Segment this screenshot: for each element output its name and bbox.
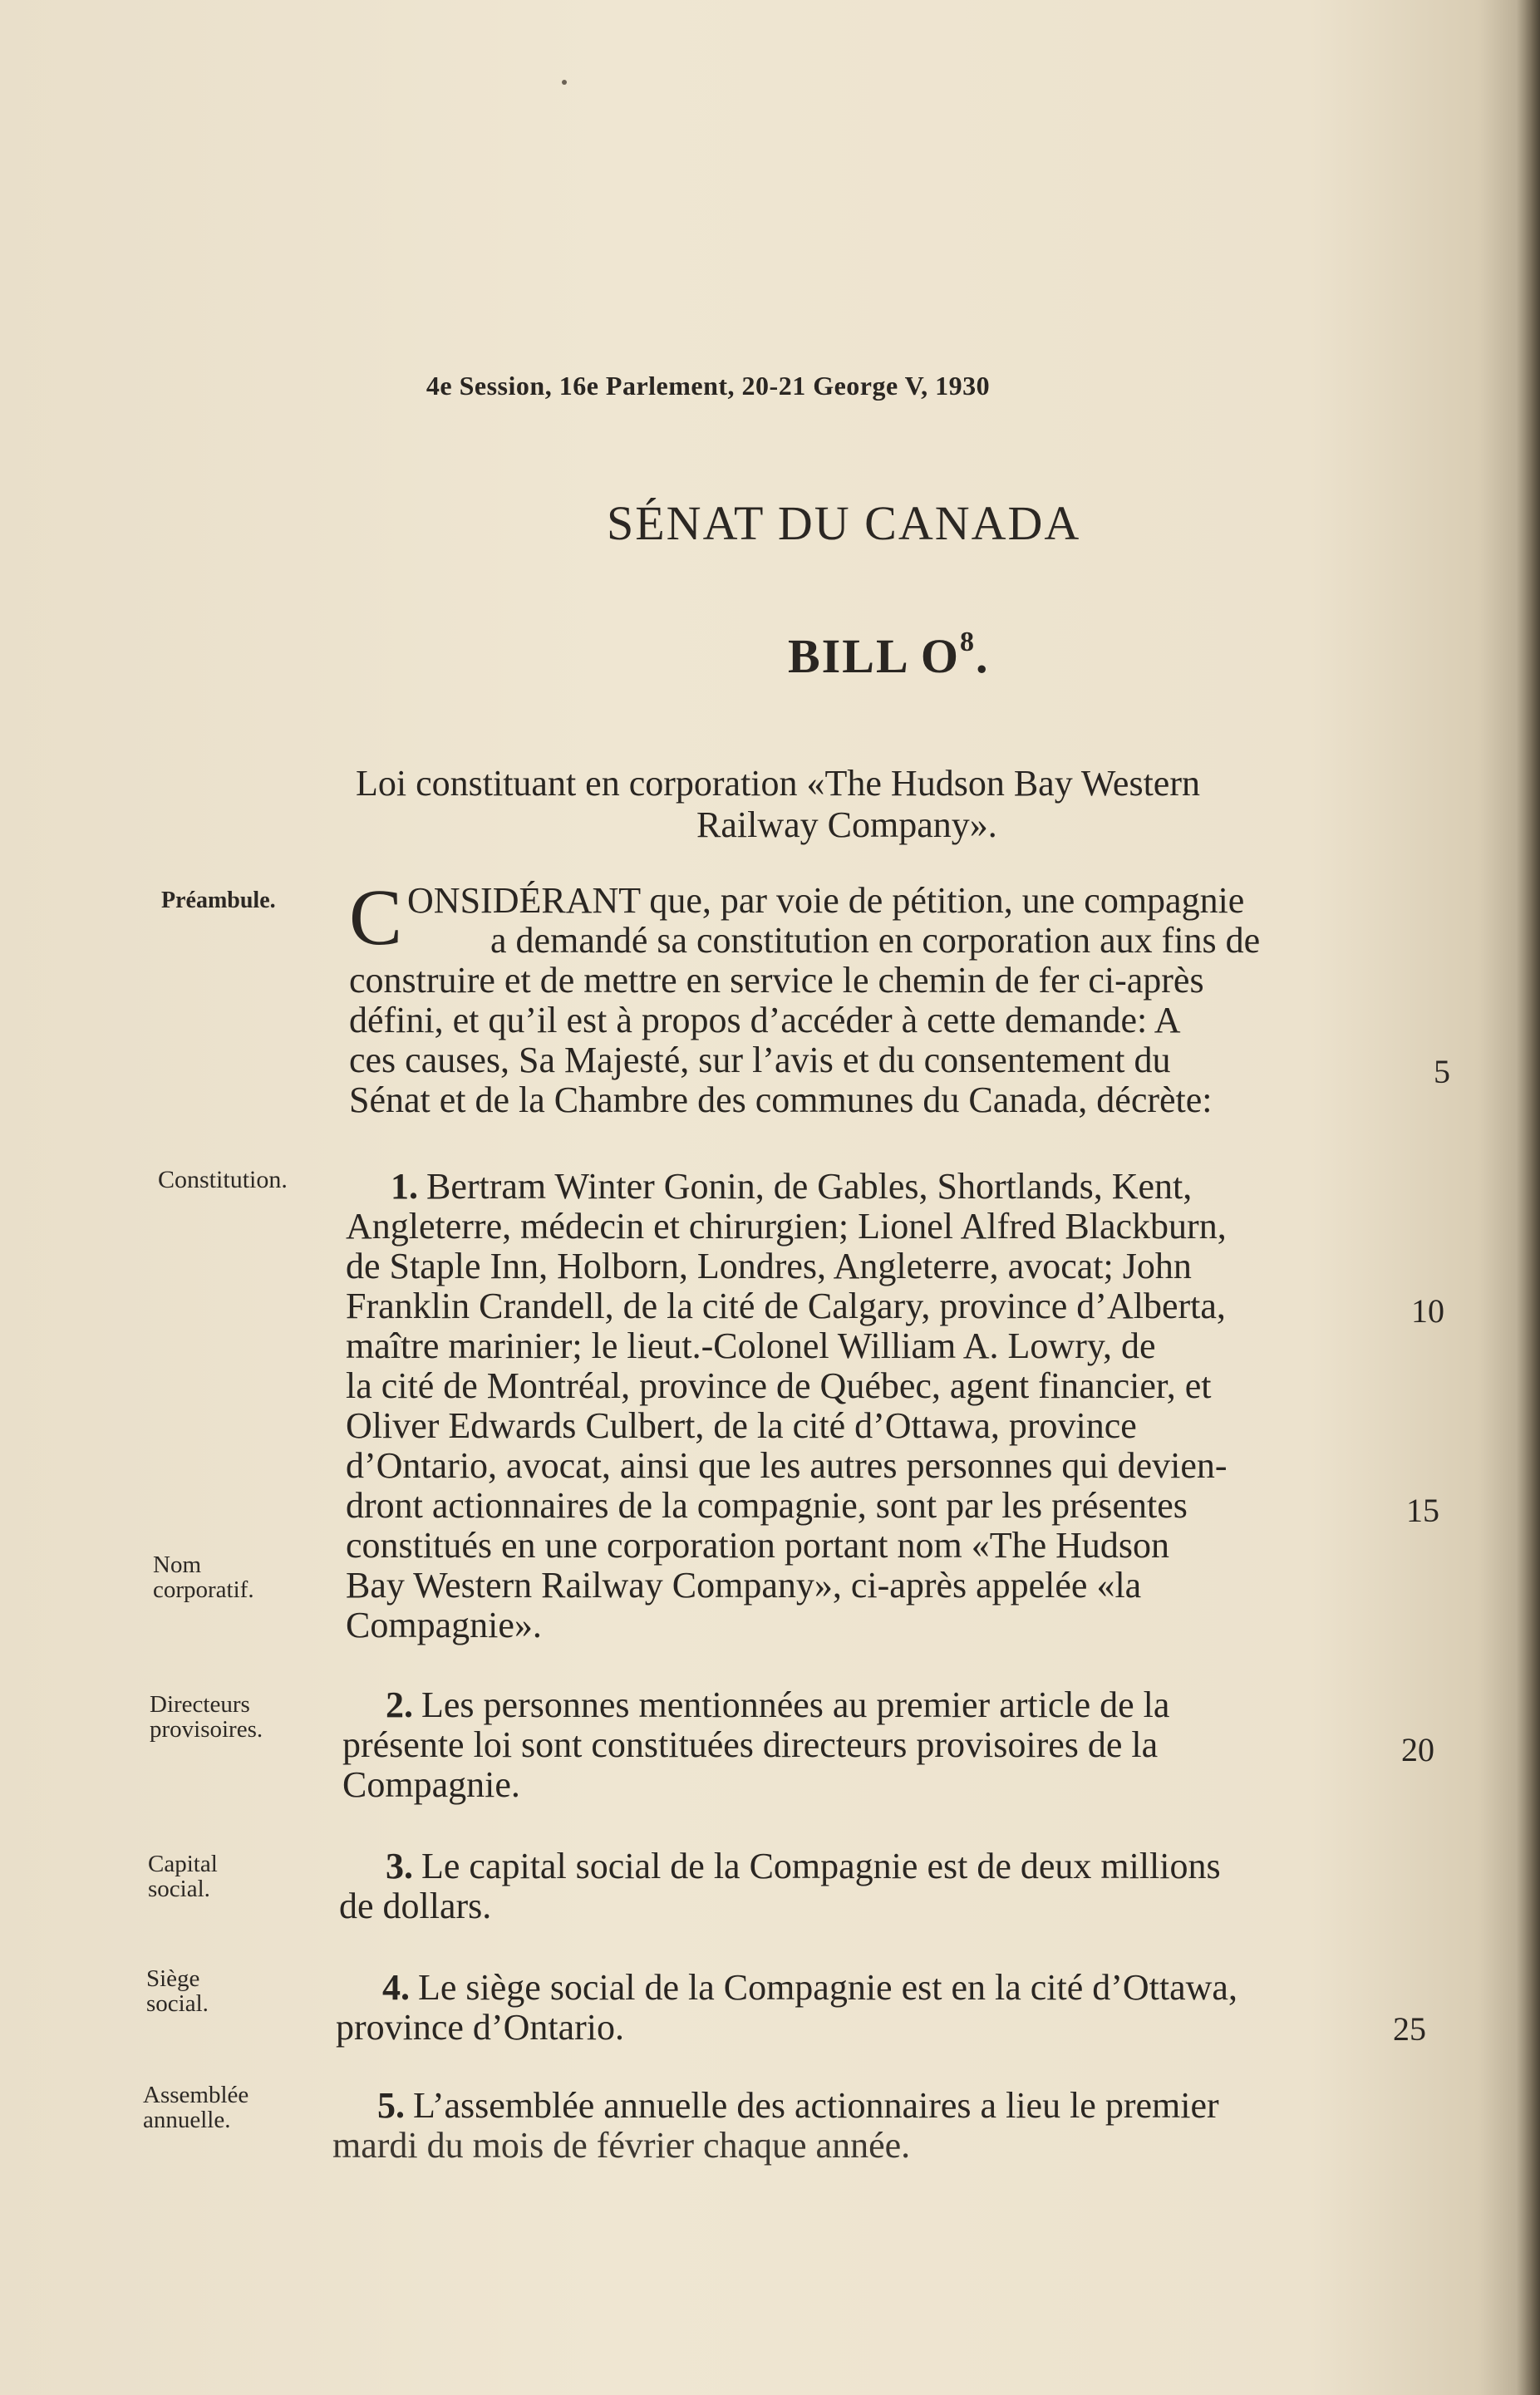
preamble-line-3-text: construire et de mettre en service le chemin de fer ci-après <box>349 960 1204 1001</box>
section-1-line-10: constitués en une corporation portant nom «The Hudson <box>346 1525 1170 1566</box>
section-3-number: 3. <box>386 1846 413 1886</box>
section-2-number: 2. <box>386 1684 413 1725</box>
marginal-note-head-office-line-1: Siège <box>146 1965 200 1992</box>
bill-suffix: . <box>976 629 990 683</box>
marginal-note-constitution: Constitution. <box>158 1166 288 1193</box>
bill-prefix: BILL O <box>788 629 961 683</box>
paper-speck <box>562 80 567 85</box>
chamber-title: SÉNAT DU CANADA <box>607 496 1081 550</box>
section-1-line-12: Compagnie». <box>346 1605 542 1645</box>
section-1-line-7: Oliver Edwards Culbert, de la cité d’Ottawa, province <box>346 1405 1137 1446</box>
marginal-note-corporate-name-line-2: corporatif. <box>153 1576 254 1603</box>
line-number-5: 5 <box>1434 1053 1450 1090</box>
session-line: 4e Session, 16e Parlement, 20-21 George V, 1930 <box>426 371 991 401</box>
preamble-paragraph <box>349 873 1401 1120</box>
preamble-line-1 <box>407 881 1401 921</box>
preamble-line-2-text: a demandé sa constitution en corporation aux fins de <box>490 920 1261 961</box>
act-title-line-1: Loi constituant en corporation «The Hudson Bay Western <box>356 763 1200 804</box>
line-number-10: 10 <box>1411 1292 1444 1330</box>
section-2 <box>342 1685 1401 1805</box>
line-number-25: 25 <box>1393 2010 1426 2048</box>
preamble-line-6 <box>349 1080 1401 1120</box>
preamble-line-5-text: ces causes, Sa Majesté, sur l’avis et du consentement du <box>349 1040 1171 1080</box>
section-4-number: 4. <box>382 1967 410 2008</box>
bill-number <box>788 627 990 684</box>
act-title-line-2: Railway Company». <box>696 804 997 845</box>
marginal-note-preamble: Préambule. <box>161 888 276 913</box>
section-2-line-2: présente loi sont constituées directeurs provisoires de la <box>342 1724 1159 1765</box>
section-1-line-2: Angleterre, médecin et chirurgien; Lionel Alfred Blackburn, <box>346 1206 1227 1247</box>
preamble-line-4 <box>349 1001 1401 1040</box>
bill-superscript: 8 <box>960 627 977 657</box>
preamble-dropcap: C <box>349 873 403 961</box>
preamble-line-4-text: défini, et qu’il est à propos d’accéder à cette demande: A <box>349 1000 1181 1040</box>
preamble-line-6-text: Sénat et de la Chambre des communes du Canada, décrète: <box>349 1079 1213 1120</box>
marginal-note-capital-line-1: Capital <box>148 1851 218 1877</box>
preamble-line-5 <box>349 1040 1401 1080</box>
book-gutter-shadow <box>1517 0 1540 2395</box>
section-2-line-1 <box>342 1685 1401 1725</box>
act-title <box>356 763 1403 846</box>
marginal-note-head-office-line-2: social. <box>146 1990 209 2017</box>
line-number-20: 20 <box>1401 1731 1434 1768</box>
section-2-line-1-text: Les personnes mentionnées au premier article de la <box>421 1684 1170 1725</box>
section-5-number: 5. <box>377 2085 405 2126</box>
section-5 <box>332 2086 1391 2166</box>
marginal-note-directors-line-2: provisoires. <box>150 1716 263 1743</box>
marginal-note-corporate-name-line-1: Nom <box>153 1552 201 1578</box>
section-3-line-1 <box>339 1847 1398 1886</box>
section-1-line-8: d’Ontario, avocat, ainsi que les autres personnes qui devien- <box>346 1445 1228 1486</box>
section-1-line-3: de Staple Inn, Holborn, Londres, Angleterre, avocat; John <box>346 1246 1192 1286</box>
section-1-line-6: la cité de Montréal, province de Québec, agent financier, et <box>346 1365 1212 1406</box>
marginal-note-annual-meeting-line-2: annuelle. <box>143 2107 231 2133</box>
section-5-line-2: mardi du mois de février chaque année. <box>332 2125 911 2166</box>
marginal-note-capital <box>148 1852 218 1901</box>
section-5-line-1-text: L’assemblée annuelle des actionnaires a lieu le premier <box>413 2085 1219 2126</box>
section-5-line-1 <box>332 2086 1391 2126</box>
section-1-line-5: maître marinier; le lieut.-Colonel William A. Lowry, de <box>346 1325 1156 1366</box>
marginal-note-head-office <box>146 1966 209 2016</box>
section-1-line-1-text: Bertram Winter Gonin, de Gables, Shortlands, Kent, <box>426 1166 1193 1207</box>
section-1-number: 1. <box>391 1166 418 1207</box>
section-1 <box>346 1167 1405 1645</box>
marginal-note-directors-line-1: Directeurs <box>150 1691 250 1718</box>
preamble-line-3 <box>349 961 1401 1001</box>
section-3 <box>339 1847 1398 1926</box>
preamble-line-2 <box>407 921 1401 961</box>
section-4-line-1 <box>336 1968 1395 2008</box>
marginal-note-directors <box>150 1692 263 1742</box>
preamble-line-1-text: ONSIDÉRANT que, par voie de pétition, une compagnie <box>407 880 1245 921</box>
section-1-line-1 <box>346 1167 1405 1207</box>
marginal-note-corporate-name <box>153 1552 254 1602</box>
section-1-line-11: Bay Western Railway Company», ci-après appelée «la <box>346 1565 1142 1606</box>
section-3-line-1-text: Le capital social de la Compagnie est de deux millions <box>421 1846 1221 1886</box>
marginal-note-annual-meeting-line-1: Assemblée <box>143 2082 249 2108</box>
section-4 <box>336 1968 1395 2048</box>
marginal-note-capital-line-2: social. <box>148 1876 210 1902</box>
section-1-line-9: dront actionnaires de la compagnie, sont par les présentes <box>346 1485 1188 1526</box>
marginal-note-annual-meeting <box>143 2083 248 2132</box>
section-4-line-1-text: Le siège social de la Compagnie est en la cité d’Ottawa, <box>418 1967 1237 2008</box>
section-3-line-2: de dollars. <box>339 1886 492 1926</box>
section-1-line-4: Franklin Crandell, de la cité de Calgary, province d’Alberta, <box>346 1286 1226 1326</box>
section-2-line-3: Compagnie. <box>342 1764 520 1805</box>
line-number-15: 15 <box>1406 1492 1439 1529</box>
section-4-line-2: province d’Ontario. <box>336 2007 624 2048</box>
